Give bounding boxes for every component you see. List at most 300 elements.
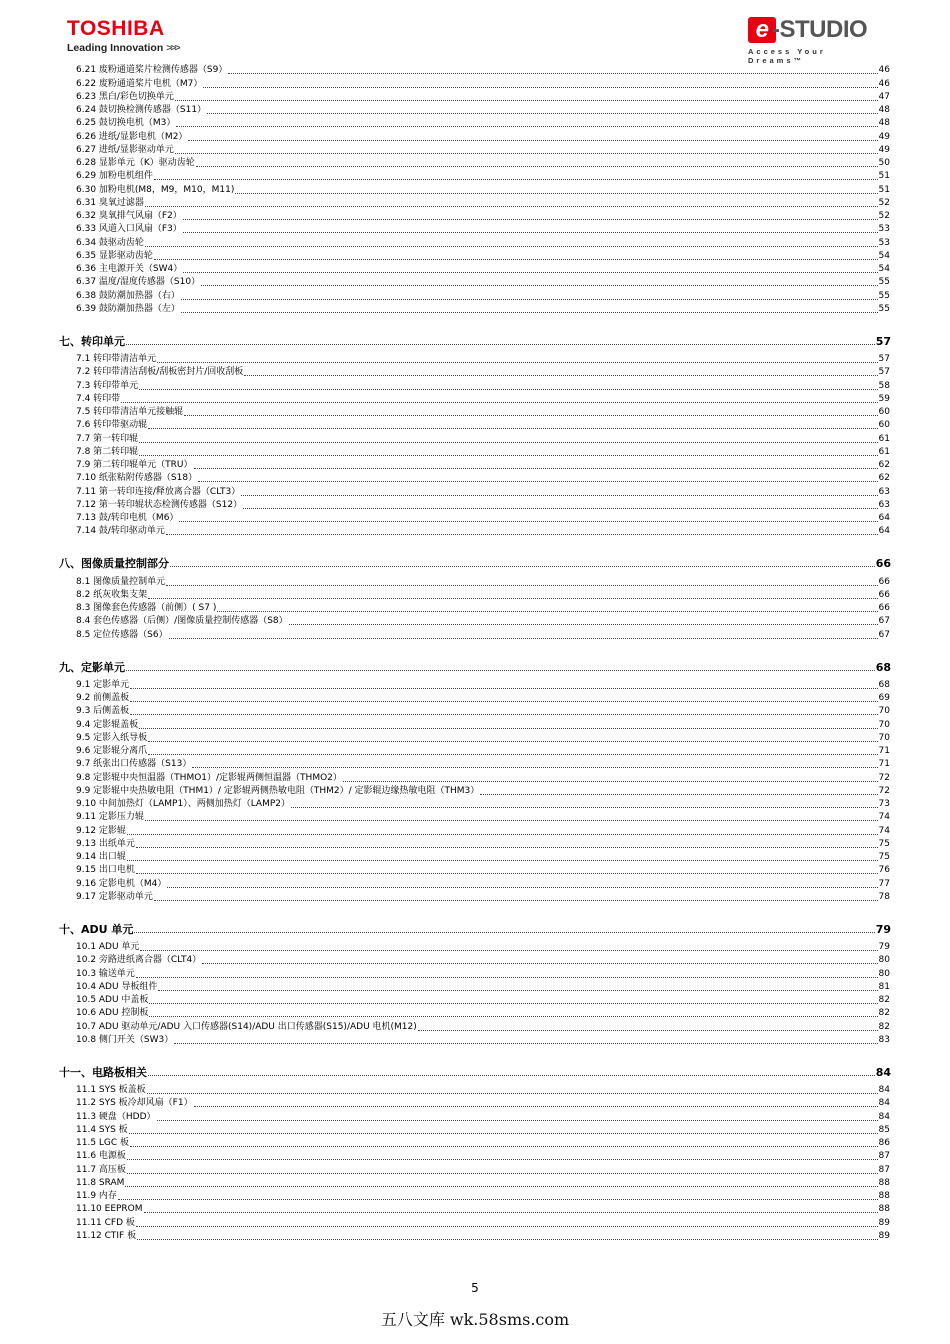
toshiba-tagline bbox=[67, 42, 179, 55]
toc-entry-row[interactable] bbox=[76, 981, 890, 994]
toc-page-number: 52 bbox=[878, 211, 890, 221]
toc-leader-dots bbox=[179, 521, 877, 522]
toc-leader-dots bbox=[118, 1199, 878, 1200]
toc-entry-row[interactable] bbox=[76, 798, 890, 811]
toc-entry-title: 6.25 鼓切换电机（M3） bbox=[76, 118, 176, 129]
toc-entry-row[interactable] bbox=[76, 1137, 890, 1150]
toc-page-number: 51 bbox=[878, 184, 890, 195]
toc-page-number: 68 bbox=[875, 660, 891, 674]
toc-entry-row[interactable] bbox=[76, 1124, 890, 1137]
toc-entry-title: 7.2 转印带清洁刮板/刮板密封片/回收刮板 bbox=[76, 367, 244, 378]
toc-leader-dots bbox=[157, 362, 877, 363]
toc-entry-title: 8.3 图像套色传感器（前侧）( S7 ) bbox=[76, 603, 217, 613]
toc-entry-title: 8.5 定位传感器（S6） bbox=[76, 629, 168, 640]
toc-entry-row[interactable] bbox=[76, 994, 890, 1007]
toc-entry-title: 7.1 转印带清洁单元 bbox=[76, 354, 157, 364]
toc-leader-dots bbox=[244, 375, 877, 376]
toc-page-number: 48 bbox=[878, 105, 890, 115]
toc-page-number: 74 bbox=[878, 825, 890, 836]
toc-leader-dots bbox=[148, 741, 877, 742]
toc-entry-title: 7.7 第一转印辊 bbox=[76, 433, 139, 444]
toc-entry-row[interactable] bbox=[76, 236, 890, 249]
toc-page-number: 54 bbox=[878, 250, 890, 261]
toc-page-number: 53 bbox=[878, 237, 890, 248]
toc-page-number: 81 bbox=[878, 981, 890, 992]
toc-entry-row[interactable] bbox=[76, 459, 890, 472]
toc-entry-row[interactable] bbox=[76, 575, 890, 588]
toc-page-number: 66 bbox=[878, 589, 890, 600]
toc-leader-dots bbox=[154, 179, 878, 180]
toc-entry-title: 11.5 LGC 板 bbox=[76, 1138, 130, 1148]
toc-page-number: 76 bbox=[878, 865, 890, 876]
toc-leader-dots bbox=[148, 428, 877, 429]
toc-entry-row[interactable] bbox=[76, 628, 890, 641]
toc-leader-dots bbox=[147, 1093, 878, 1094]
toc-leader-dots bbox=[125, 1186, 877, 1187]
toc-leader-dots bbox=[183, 232, 878, 233]
toc-page-number: 57 bbox=[875, 334, 891, 348]
toc-chapter-row[interactable] bbox=[59, 904, 891, 936]
toc-leader-dots bbox=[149, 1016, 877, 1017]
toc-entry-row[interactable] bbox=[76, 891, 890, 904]
toc-leader-dots bbox=[289, 624, 878, 625]
toc-entry-title: 9.1 定影单元 bbox=[76, 679, 130, 690]
toc-page-number: 61 bbox=[878, 446, 890, 457]
toc-leader-dots bbox=[129, 1133, 878, 1134]
toc-leader-dots bbox=[188, 140, 877, 141]
toc-leader-dots bbox=[136, 1226, 878, 1227]
toc-page-number: 72 bbox=[878, 772, 890, 783]
toc-entry-row[interactable] bbox=[76, 353, 890, 366]
toc-entry-row[interactable] bbox=[76, 197, 890, 210]
toc-entry-row[interactable] bbox=[76, 130, 890, 143]
toc-entry-row[interactable] bbox=[76, 64, 890, 77]
toc-entry-row[interactable] bbox=[76, 732, 890, 745]
toc-page-number: 60 bbox=[878, 420, 890, 431]
toc-leader-dots bbox=[170, 566, 875, 567]
toc-entry-title: 6.21 废粉通道桨片检测传感器（S9） bbox=[76, 65, 228, 76]
toc-entry-row[interactable] bbox=[76, 1007, 890, 1020]
toc-entry-title: 6.32 臭氧排气风扇（F2） bbox=[76, 211, 182, 221]
toc-leader-dots bbox=[139, 389, 877, 390]
toc-page-number: 62 bbox=[878, 473, 890, 484]
toc-entry-row[interactable] bbox=[76, 745, 890, 758]
toc-entry-title: 6.30 加粉电机(M8，M9，M10，M11) bbox=[76, 184, 235, 195]
toc-entry-title: 七、转印单元 bbox=[59, 334, 125, 348]
toc-entry-title: 11.10 EEPROM bbox=[76, 1204, 143, 1215]
toc-entry-row[interactable] bbox=[76, 157, 890, 170]
toc-page-number: 61 bbox=[878, 433, 890, 444]
toc-page-number: 70 bbox=[878, 719, 890, 730]
toc-entry-row[interactable] bbox=[76, 1177, 890, 1190]
toc-entry-title: 十一、电路板相关 bbox=[59, 1065, 147, 1079]
toc-entry-title: 6.23 黑白/彩色切换单元 bbox=[76, 91, 174, 102]
toc-page-number: 73 bbox=[878, 799, 890, 809]
toc-leader-dots bbox=[183, 219, 878, 220]
toc-entry-row[interactable] bbox=[76, 1150, 890, 1163]
table-of-contents bbox=[0, 64, 950, 1243]
toc-entry-title: 11.6 电源板 bbox=[76, 1151, 126, 1162]
toc-entry-row[interactable] bbox=[76, 303, 890, 316]
toc-leader-dots bbox=[167, 887, 877, 888]
toc-entry-title: 7.5 转印带清洁单元接触辊 bbox=[76, 407, 184, 417]
toc-entry-title: 11.4 SYS 板 bbox=[76, 1124, 128, 1135]
footer-watermark: 五八文库 wk.58sms.com bbox=[380, 1310, 570, 1329]
toc-entry-title: 7.13 鼓/转印电机（M6） bbox=[76, 513, 179, 523]
toc-entry-title: 9.6 定影辊分离爪 bbox=[76, 746, 148, 756]
toc-leader-dots bbox=[217, 611, 877, 612]
toc-entry-title: 11.7 高压板 bbox=[76, 1164, 126, 1175]
toc-leader-dots bbox=[130, 688, 877, 689]
toc-page-number: 78 bbox=[878, 891, 890, 902]
toc-entry-title: 9.11 定影压力辊 bbox=[76, 812, 144, 823]
toc-page-number: 75 bbox=[878, 838, 890, 849]
toc-leader-dots bbox=[136, 977, 878, 978]
toc-leader-dots bbox=[148, 1075, 875, 1076]
toc-page-number: 82 bbox=[878, 1021, 890, 1032]
toc-entry-row[interactable] bbox=[76, 1190, 890, 1203]
toc-entry-row[interactable] bbox=[76, 512, 890, 525]
toc-leader-dots bbox=[139, 442, 877, 443]
estudio-e-mark: e bbox=[748, 17, 776, 43]
toc-page-number: 89 bbox=[878, 1230, 890, 1241]
toc-page-number: 71 bbox=[878, 759, 890, 770]
toc-entry-row[interactable] bbox=[76, 1203, 890, 1216]
toc-entry-title: 十、ADU 单元 bbox=[59, 922, 134, 936]
toc-entry-title: 9.4 定影辊盖板 bbox=[76, 719, 139, 730]
toc-entry-row[interactable] bbox=[76, 589, 890, 602]
toc-entry-title: 八、图像质量控制部分 bbox=[59, 557, 169, 571]
toc-entry-row[interactable] bbox=[76, 419, 890, 432]
toc-entry-row[interactable] bbox=[76, 366, 890, 379]
toc-entry-title: 6.24 鼓切换检测传感器（S11） bbox=[76, 105, 207, 115]
toc-leader-dots bbox=[181, 312, 878, 313]
page-header bbox=[0, 0, 950, 64]
toc-leader-dots bbox=[418, 1030, 878, 1031]
toc-leader-dots bbox=[343, 781, 878, 782]
toc-chapter-row[interactable] bbox=[59, 1047, 891, 1079]
toc-leader-dots bbox=[194, 1106, 878, 1107]
toc-leader-dots bbox=[166, 585, 877, 586]
toc-leader-dots bbox=[291, 807, 878, 808]
toc-entry-row[interactable] bbox=[76, 91, 890, 104]
toc-entry-title: 11.11 CFD 板 bbox=[76, 1217, 135, 1228]
toc-entry-row[interactable] bbox=[76, 406, 890, 419]
toc-page-number: 63 bbox=[878, 499, 890, 510]
toc-entry-row[interactable] bbox=[76, 785, 890, 798]
toc-leader-dots bbox=[130, 701, 877, 702]
toc-leader-dots bbox=[127, 860, 878, 861]
toc-entry-row[interactable] bbox=[76, 104, 890, 117]
toc-leader-dots bbox=[140, 950, 877, 951]
toc-page-number: 49 bbox=[878, 131, 890, 142]
toc-page-number: 86 bbox=[878, 1138, 890, 1148]
toc-leader-dots bbox=[175, 100, 878, 101]
toc-chapter-row[interactable] bbox=[59, 316, 891, 348]
toc-page-number: 74 bbox=[878, 812, 890, 823]
toc-leader-dots bbox=[145, 206, 878, 207]
toc-page-number: 66 bbox=[878, 576, 890, 587]
toc-page-number: 46 bbox=[878, 65, 890, 76]
toc-entry-row[interactable] bbox=[76, 877, 890, 890]
toc-entry-row[interactable] bbox=[76, 838, 890, 851]
toc-leader-dots bbox=[235, 193, 877, 194]
toc-chapter-row[interactable] bbox=[59, 642, 891, 674]
toc-entry-row[interactable] bbox=[76, 472, 890, 485]
toc-entry-title: 11.2 SYS 板冷却风扇（F1） bbox=[76, 1098, 193, 1109]
toc-page-number: 64 bbox=[878, 513, 890, 523]
estudio-tagline: Access Your Dreams™ bbox=[748, 47, 826, 65]
toc-entry-row[interactable] bbox=[76, 692, 890, 705]
toc-page-number: 51 bbox=[878, 171, 890, 182]
toc-page-number: 67 bbox=[878, 616, 890, 627]
toc-entry-row[interactable] bbox=[76, 263, 890, 276]
toc-page-number: 70 bbox=[878, 706, 890, 717]
toc-entry-title: 9.14 出口辊 bbox=[76, 852, 126, 862]
toc-page-number: 70 bbox=[878, 732, 890, 743]
toc-leader-dots bbox=[144, 1212, 878, 1213]
toc-entry-row[interactable] bbox=[76, 824, 890, 837]
toc-entry-row[interactable] bbox=[76, 615, 890, 628]
toc-chapter-row[interactable] bbox=[59, 538, 891, 570]
toc-entry-row[interactable] bbox=[76, 446, 890, 459]
toc-entry-title: 9.12 定影辊 bbox=[76, 825, 126, 836]
toc-leader-dots bbox=[183, 272, 877, 273]
toc-entry-row[interactable] bbox=[76, 379, 890, 392]
toc-page-number: 49 bbox=[878, 144, 890, 155]
toc-entry-row[interactable] bbox=[76, 170, 890, 183]
toc-page-number: 66 bbox=[878, 603, 890, 613]
toc-page-number: 68 bbox=[878, 679, 890, 690]
toc-entry-title: 10.7 ADU 驱动单元/ADU 入口传感器(S14)/ADU 出口传感器(S15)/ADU 电机(M12) bbox=[76, 1021, 417, 1032]
toc-entry-row[interactable] bbox=[76, 117, 890, 130]
toc-page-number: 47 bbox=[878, 91, 890, 102]
toc-entry-row[interactable] bbox=[76, 77, 890, 90]
toc-entry-row[interactable] bbox=[76, 1216, 890, 1229]
toc-entry-row[interactable] bbox=[76, 1230, 890, 1243]
toc-page-number: 87 bbox=[878, 1151, 890, 1162]
toc-entry-title: 6.33 风道入口风扇（F3） bbox=[76, 224, 182, 235]
toc-entry-title: 11.12 CTIF 板 bbox=[76, 1230, 137, 1241]
toc-entry-row[interactable] bbox=[76, 705, 890, 718]
toc-page-number: 88 bbox=[878, 1204, 890, 1215]
toc-entry-row[interactable] bbox=[76, 1020, 890, 1033]
toc-entry-title: 7.4 转印带 bbox=[76, 393, 121, 404]
toc-page-number: 72 bbox=[878, 785, 890, 796]
toc-entry-title: 7.8 第二转印辊 bbox=[76, 446, 139, 457]
toc-entry-title: 10.2 旁路进纸离合器（CLT4） bbox=[76, 955, 202, 966]
toc-leader-dots bbox=[134, 932, 874, 933]
toc-entry-title: 6.35 显影驱动齿轮 bbox=[76, 250, 153, 261]
toc-leader-dots bbox=[207, 113, 877, 114]
toc-leader-dots bbox=[241, 495, 877, 496]
toc-leader-dots bbox=[121, 402, 877, 403]
toc-entry-row[interactable] bbox=[76, 432, 890, 445]
toc-page-number: 54 bbox=[878, 264, 890, 274]
toc-leader-dots bbox=[130, 1146, 878, 1147]
toc-leader-dots bbox=[192, 767, 877, 768]
toc-page-number: 55 bbox=[878, 303, 890, 314]
toc-entry-title: 9.8 定影辊中央恒温器（THMO1）/定影辊两侧恒温器（THMO2） bbox=[76, 772, 342, 783]
toc-page-number: 71 bbox=[878, 746, 890, 756]
toc-page-number: 84 bbox=[878, 1111, 890, 1122]
toc-page-number: 84 bbox=[878, 1098, 890, 1109]
toc-entry-row[interactable] bbox=[76, 954, 890, 967]
toc-page-number: 77 bbox=[878, 878, 890, 889]
toc-leader-dots bbox=[126, 344, 875, 345]
toc-entry-title: 9.16 定影电机（M4） bbox=[76, 878, 167, 889]
toc-entry-row[interactable] bbox=[76, 250, 890, 263]
estudio-wordmark bbox=[748, 16, 883, 44]
toc-entry-title: 10.3 输送单元 bbox=[76, 968, 135, 979]
toc-entry-title: 7.10 纸张粘附传感器（S18） bbox=[76, 473, 198, 484]
toc-entry-row[interactable] bbox=[76, 393, 890, 406]
toshiba-wordmark: TOSHIBA bbox=[67, 17, 165, 40]
toc-entry-title: 6.28 显影单元（K）驱动齿轮 bbox=[76, 158, 195, 168]
toc-leader-dots bbox=[130, 714, 877, 715]
toc-entry-title: 6.26 进纸/显影电机（M2） bbox=[76, 131, 188, 142]
toc-entry-row[interactable] bbox=[76, 811, 890, 824]
toc-entry-title: 10.8 侧门开关（SW3） bbox=[76, 1034, 174, 1045]
toc-page-number: 83 bbox=[878, 1034, 890, 1045]
toc-page-number: 88 bbox=[878, 1177, 890, 1188]
toc-entry-row[interactable] bbox=[76, 183, 890, 196]
toc-entry-row[interactable] bbox=[76, 602, 890, 615]
toc-leader-dots bbox=[148, 598, 877, 599]
toc-entry-title: 8.2 纸灰收集支架 bbox=[76, 589, 148, 600]
toc-leader-dots bbox=[184, 415, 877, 416]
toc-entry-row[interactable] bbox=[76, 1097, 890, 1110]
toc-leader-dots bbox=[228, 73, 877, 74]
toc-leader-dots bbox=[174, 1043, 877, 1044]
toc-leader-dots bbox=[181, 299, 878, 300]
toc-entry-title: 9.9 定影辊中央热敏电阻（THM1）/ 定影辊两侧热敏电阻（THM2）/ 定影辊边缘热敏电阻（THM3） bbox=[76, 785, 480, 796]
toc-entry-title: 9.13 出纸单元 bbox=[76, 838, 135, 849]
toc-entry-title: 11.9 内存 bbox=[76, 1191, 117, 1201]
toc-entry-row[interactable] bbox=[76, 851, 890, 864]
toc-leader-dots bbox=[243, 508, 877, 509]
toc-entry-title: 11.1 SYS 板盖板 bbox=[76, 1085, 146, 1095]
toc-entry-row[interactable] bbox=[76, 1084, 890, 1097]
toc-page-number: 69 bbox=[878, 693, 890, 703]
toc-entry-title: 11.8 SRAM bbox=[76, 1177, 125, 1188]
toc-leader-dots bbox=[145, 820, 878, 821]
toc-entry-row[interactable] bbox=[76, 144, 890, 157]
toc-entry-title: 10.4 ADU 导板组件 bbox=[76, 981, 158, 992]
toc-entry-row[interactable] bbox=[76, 223, 890, 236]
toc-entry-title: 10.6 ADU 控制板 bbox=[76, 1008, 149, 1019]
toc-entry-row[interactable] bbox=[76, 771, 890, 784]
toc-leader-dots bbox=[127, 834, 878, 835]
toc-page-number: 53 bbox=[878, 224, 890, 235]
toc-entry-title: 7.14 鼓/转印驱动单元 bbox=[76, 526, 165, 537]
toc-page-number: 85 bbox=[878, 1124, 890, 1135]
toc-entry-row[interactable] bbox=[76, 1110, 890, 1123]
toc-entry-row[interactable] bbox=[76, 289, 890, 302]
toc-leader-dots bbox=[136, 873, 878, 874]
toc-entry-title: 10.5 ADU 中盖板 bbox=[76, 995, 149, 1005]
toc-entry-row[interactable] bbox=[76, 525, 890, 538]
toc-leader-dots bbox=[157, 1120, 878, 1121]
toc-entry-title: 6.22 废粉通道桨片电机（M7） bbox=[76, 78, 203, 89]
toc-page-number: 82 bbox=[878, 995, 890, 1005]
toc-entry-title: 9.5 定影入纸导板 bbox=[76, 732, 148, 743]
toc-leader-dots bbox=[480, 794, 877, 795]
toc-entry-title: 6.29 加粉电机组件 bbox=[76, 171, 153, 182]
toc-page-number: 79 bbox=[878, 942, 890, 952]
toc-page-number: 59 bbox=[878, 393, 890, 404]
toc-page-number: 87 bbox=[878, 1164, 890, 1175]
toc-leader-dots bbox=[201, 285, 877, 286]
toc-page-number: 80 bbox=[878, 968, 890, 979]
toc-page-number: 80 bbox=[878, 955, 890, 966]
toc-entry-title: 8.4 套色传感器（后侧）/图像质量控制传感器（S8） bbox=[76, 616, 288, 627]
toshiba-logo bbox=[67, 18, 179, 55]
toc-leader-dots bbox=[139, 728, 877, 729]
toc-entry-row[interactable] bbox=[76, 758, 890, 771]
toc-entry-title: 9.15 出口电机 bbox=[76, 865, 135, 876]
chevrons-right-icon: >>> bbox=[166, 42, 179, 54]
toc-entry-row[interactable] bbox=[76, 941, 890, 954]
toc-leader-dots bbox=[145, 246, 878, 247]
toc-entry-row[interactable] bbox=[76, 210, 890, 223]
toc-page-number: 60 bbox=[878, 407, 890, 417]
toc-leader-dots bbox=[203, 87, 877, 88]
toc-entry-row[interactable] bbox=[76, 864, 890, 877]
toc-entry-row[interactable] bbox=[76, 967, 890, 980]
toc-page-number: 84 bbox=[878, 1085, 890, 1095]
toc-leader-dots bbox=[166, 534, 878, 535]
toc-entry-title: 6.27 进纸/显影驱动单元 bbox=[76, 144, 174, 155]
toc-entry-row[interactable] bbox=[76, 1163, 890, 1176]
page-number: 5 bbox=[471, 1281, 479, 1295]
toc-leader-dots bbox=[126, 670, 875, 671]
toc-page-number: 48 bbox=[878, 118, 890, 129]
toc-entry-title: 9.17 定影驱动单元 bbox=[76, 891, 153, 902]
toc-entry-row[interactable] bbox=[76, 485, 890, 498]
toc-leader-dots bbox=[176, 126, 877, 127]
toc-page-number: 52 bbox=[878, 197, 890, 208]
toc-page-number: 79 bbox=[875, 922, 891, 936]
toc-page-number: 64 bbox=[878, 526, 890, 537]
toc-entry-title: 6.37 温度/湿度传感器（S10） bbox=[76, 277, 201, 288]
toc-entry-title: 9.3 后侧盖板 bbox=[76, 706, 130, 717]
toc-leader-dots bbox=[137, 1239, 877, 1240]
toc-entry-row[interactable] bbox=[76, 499, 890, 512]
toc-leader-dots bbox=[154, 900, 878, 901]
toshiba-tagline-text: Leading Innovation bbox=[67, 42, 164, 54]
toc-entry-row[interactable] bbox=[76, 718, 890, 731]
toc-entry-title: 6.36 主电源开关（SW4） bbox=[76, 264, 183, 274]
toc-entry-row[interactable] bbox=[76, 1034, 890, 1047]
toc-entry-row[interactable] bbox=[76, 679, 890, 692]
toc-page-number: 62 bbox=[878, 460, 890, 470]
toc-entry-title: 6.34 鼓驱动齿轮 bbox=[76, 237, 144, 248]
toc-leader-dots bbox=[198, 481, 877, 482]
toc-page-number: 55 bbox=[878, 290, 890, 301]
toc-page-number: 84 bbox=[875, 1065, 891, 1079]
toc-entry-title: 9.2 前侧盖板 bbox=[76, 693, 130, 703]
toc-entry-row[interactable] bbox=[76, 276, 890, 289]
toc-entry-title: 7.6 转印带驱动辊 bbox=[76, 420, 148, 431]
toc-page-number: 57 bbox=[878, 367, 890, 378]
toc-leader-dots bbox=[154, 259, 878, 260]
toc-entry-title: 11.3 硬盘（HDD） bbox=[76, 1111, 156, 1122]
toc-leader-dots bbox=[127, 1159, 878, 1160]
toc-entry-title: 6.39 鼓防潮加热器（左） bbox=[76, 303, 180, 314]
toc-leader-dots bbox=[196, 166, 878, 167]
toc-page-number: 88 bbox=[878, 1191, 890, 1201]
